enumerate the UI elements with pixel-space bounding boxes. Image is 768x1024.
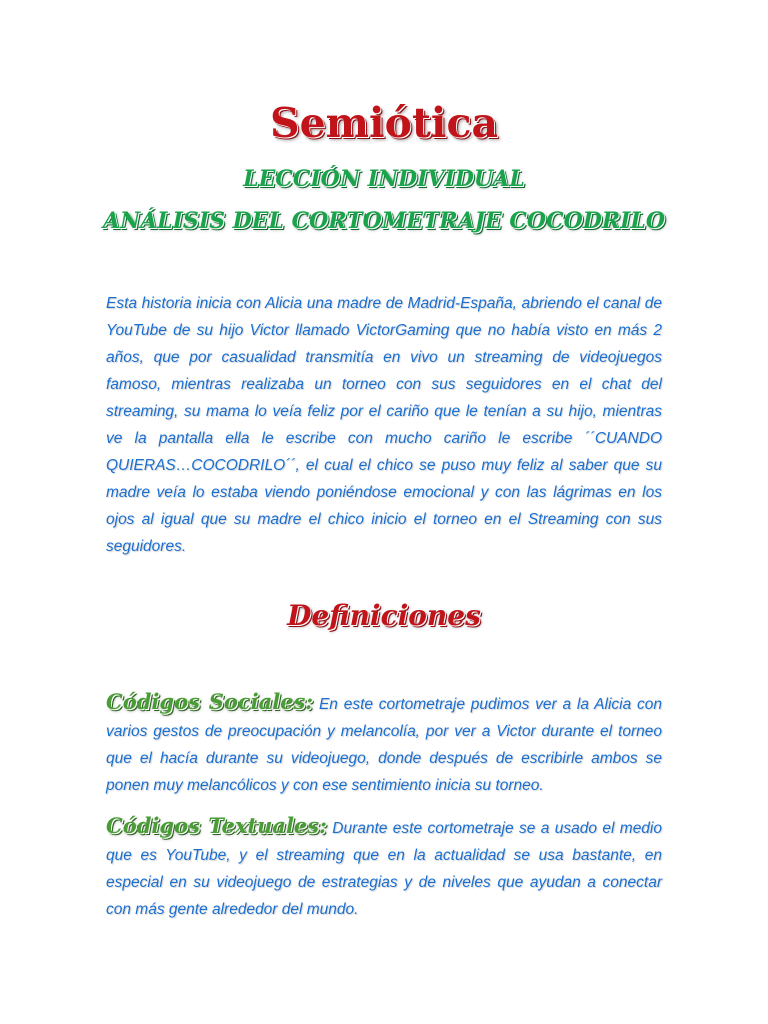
subtitle-analisis: ANÁLISIS DEL CORTOMETRAJE COCODRILO: [102, 208, 666, 234]
document-title: Semiótica: [269, 99, 499, 147]
subtitle-leccion: LECCIÓN INDIVIDUAL: [243, 166, 525, 192]
definition-term: Códigos Sociales:: [106, 689, 314, 714]
definition-text: En este cortometraje pudimos ver a la Alicia con varios gestos de preocupación y melancolía, por ver a Victor durante el torneo que el hacía durante su videojuego, donde después de escribirle ambos se ponen muy melancólicos y con ese sentimiento inicia su torneo.: [106, 696, 662, 794]
definition-text: Durante este cortometraje se a usado el medio que es YouTube, y el streaming que en la actualidad se usa bastante, en especial en su videojuego de estrategias y de niveles que ayudan a conectar con más gente alrededor del mundo.: [106, 820, 662, 918]
intro-paragraph: Esta historia inicia con Alicia una madre de Madrid-España, abriendo el canal de YouTube de su hijo Victor llamado VictorGaming que no había visto en más 2 años, que por casualidad transmitía en vivo un streaming de videojuegos famoso, mientras realizaba un torneo con sus seguidores en el chat del streaming, su mama lo veía feliz por el cariño que le tenían a su hijo, mientras ve la pantalla ella le escribe con mucho cariño le escribe ´´CUANDO QUIERAS…COCODRILO´´, el cual el chico se puso muy feliz al saber que su madre veía lo estaba viendo poniéndose emocional y con las lágrimas en los ojos al igual que su madre el chico inicio el torneo en el Streaming con sus seguidores.: [106, 295, 662, 555]
definition-codigos-sociales: [106, 688, 662, 799]
definition-codigos-textuales: [106, 812, 662, 923]
definitions-heading: Definiciones: [287, 599, 481, 632]
definition-term: Códigos Textuales:: [106, 813, 327, 838]
